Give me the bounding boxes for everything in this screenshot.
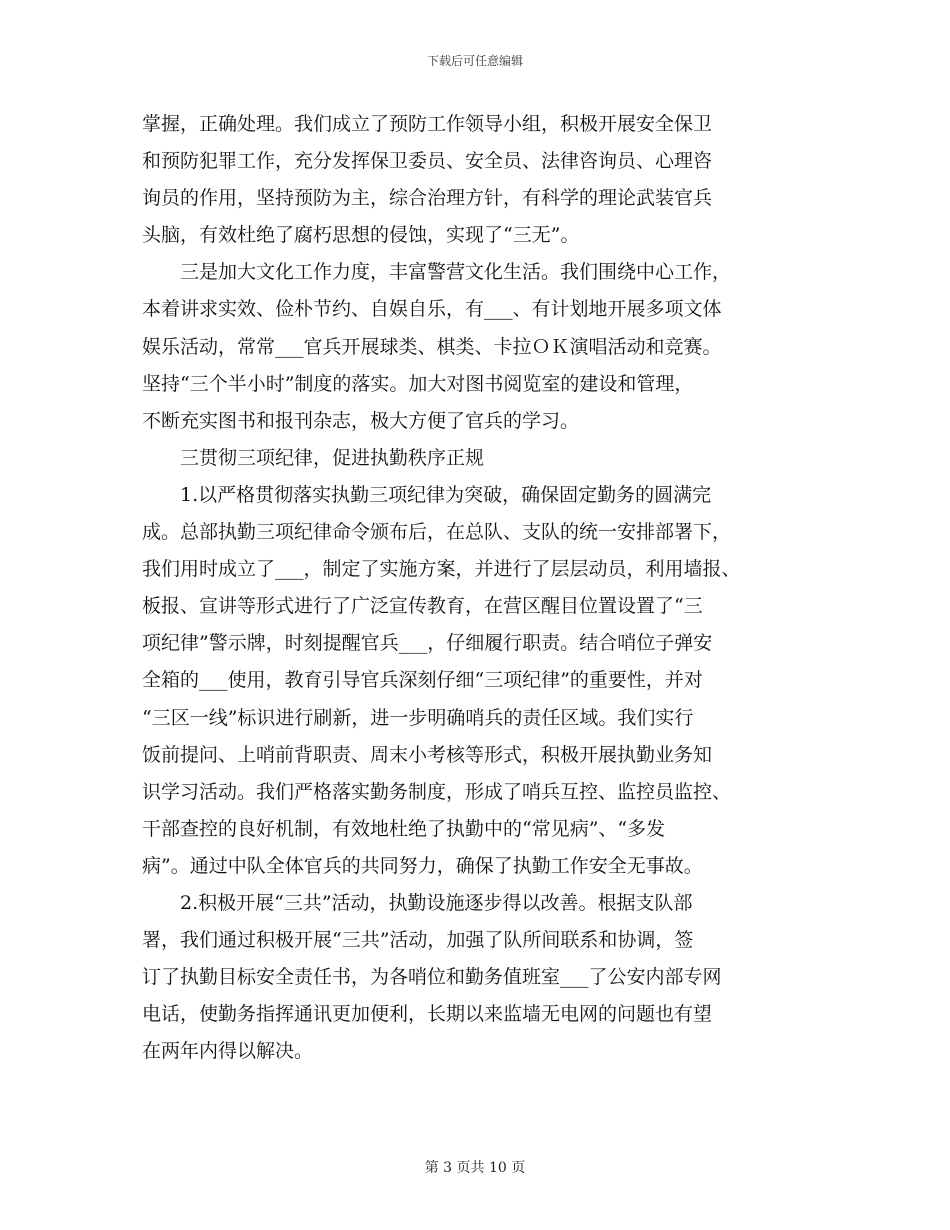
text-line: 成。总部执勤三项纪律命令颁布后，在总队、支队的统一安排部署下， bbox=[142, 521, 732, 544]
text-line: 干部查控的良好机制，有效地杜绝了执勤中的“常见病”、“多发 bbox=[142, 817, 666, 840]
page-header: 下载后可任意编辑 bbox=[426, 54, 523, 68]
text-line: 我们用时成立了___，制定了实施方案，并进行了层层动员，利用墙报、 bbox=[142, 558, 741, 581]
text-line: 饭前提问、上哨前背职责、周末小考核等形式，积极开展执勤业务知 bbox=[142, 743, 713, 766]
text-line: 识学习活动。我们严格落实勤务制度，形成了哨兵互控、监控员监控、 bbox=[142, 780, 732, 803]
text-line: 和预防犯罪工作，充分发挥保卫委员、安全员、法律咨询员、心理咨 bbox=[142, 150, 713, 173]
text-line: 娱乐活动，常常___官兵开展球类、棋类、卡拉ＯＫ演唱活动和竞赛。 bbox=[142, 335, 722, 358]
paragraph-first-line: 三是加大文化工作力度，丰富警营文化生活。我们围绕中心工作， bbox=[180, 261, 732, 284]
text-line: 本着讲求实效、俭朴节约、自娱自乐，有___、有计划地开展多项文体 bbox=[142, 298, 722, 321]
text-line: “三区一线”标识进行刷新，进一步明确哨兵的责任区域。我们实行 bbox=[142, 706, 694, 729]
text-line: 坚持“三个半小时”制度的落实。加大对图书阅览室的建设和管理， bbox=[142, 372, 694, 395]
document-body bbox=[142, 106, 822, 1070]
text-line: 板报、宣讲等形式进行了广泛宣传教育，在营区醒目位置设置了“三 bbox=[142, 595, 703, 618]
paragraph-first-line: 1.以严格贯彻落实执勤三项纪律为突破，确保固定勤务的圆满完 bbox=[180, 483, 712, 506]
section-heading: 三贯彻三项纪律，促进执勤秩序正规 bbox=[180, 446, 485, 469]
text-line: 不断充实图书和报刊杂志，极大方便了官兵的学习。 bbox=[142, 409, 580, 432]
text-line: 在两年内得以解决。 bbox=[142, 1040, 314, 1063]
text-line: 病”。通过中队全体官兵的共同努力，确保了执勤工作安全无事故。 bbox=[142, 854, 703, 877]
text-line: 掌握，正确处理。我们成立了预防工作领导小组，积极开展安全保卫 bbox=[142, 113, 713, 135]
text-line: 询员的作用，坚持预防为主，综合治理方针，有科学的理论武装官兵 bbox=[142, 187, 713, 210]
text-line: 订了执勤目标安全责任书，为各哨位和勤务值班室___了公安内部专网 bbox=[142, 966, 722, 989]
text-line: 全箱的___使用，教育引导官兵深刻仔细“三项纪律”的重要性，并对 bbox=[142, 669, 703, 692]
text-line: 头脑，有效杜绝了腐朽思想的侵蚀，实现了“三无”。 bbox=[142, 224, 580, 247]
page-number: 第 3 页共 10 页 bbox=[424, 1160, 526, 1176]
text-line: 项纪律”警示牌，时刻提醒官兵___，仔细履行职责。结合哨位子弹安 bbox=[142, 632, 713, 655]
text-line: 电话，使勤务指挥通讯更加便利，长期以来监墙无电网的问题也有望 bbox=[142, 1003, 713, 1026]
paragraph-first-line: 2.积极开展“三共”活动，执勤设施逐步得以改善。根据支队部 bbox=[180, 891, 693, 914]
text-line: 署，我们通过积极开展“三共”活动，加强了队所间联系和协调，签 bbox=[142, 929, 694, 952]
